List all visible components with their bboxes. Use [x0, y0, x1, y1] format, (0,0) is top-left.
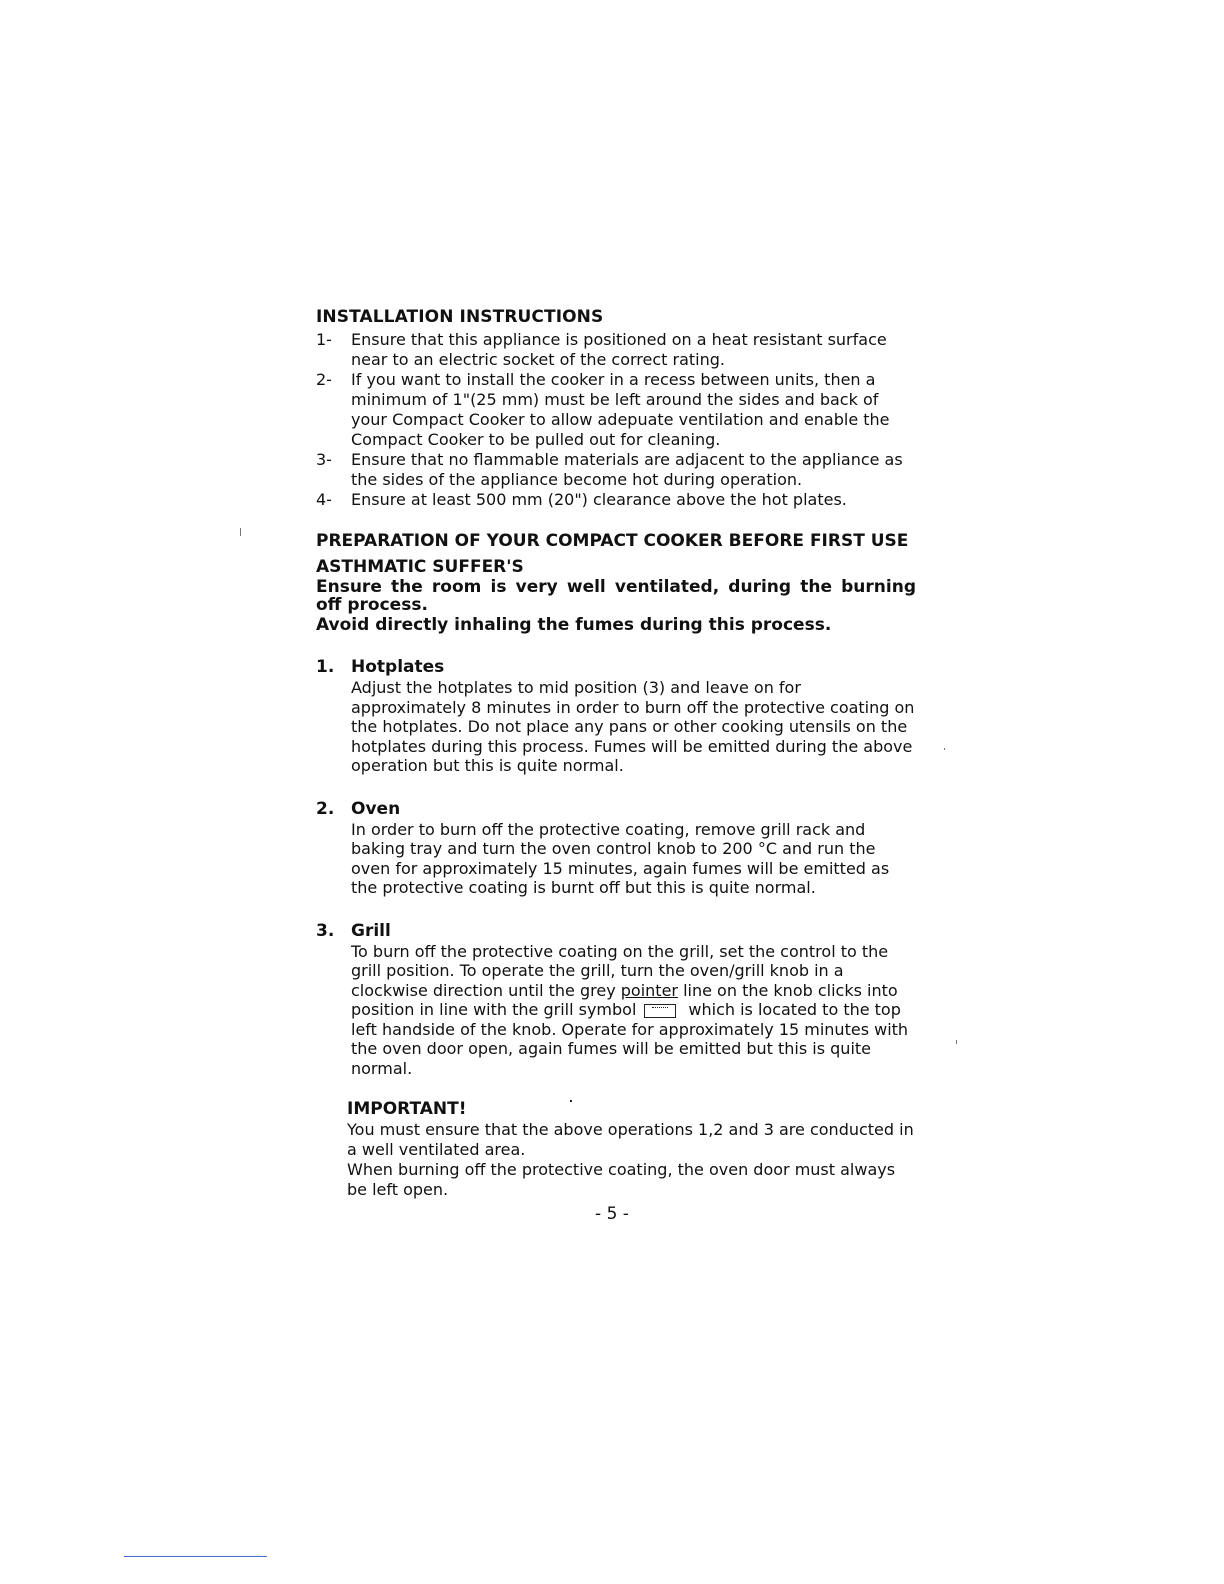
installation-title: INSTALLATION INSTRUCTIONS	[316, 307, 604, 327]
grill-symbol-icon	[644, 1004, 676, 1018]
installation-list	[316, 330, 916, 510]
page-number: - 5 -	[595, 1204, 629, 1224]
installation-item	[316, 330, 916, 370]
preparation-title: PREPARATION OF YOUR COMPACT COOKER BEFORE FIRST USE	[316, 531, 909, 551]
section-number: 1.	[316, 657, 335, 677]
section-body: Adjust the hotplates to mid position (3) and leave on for approximately 8 minutes in order to burn off the protective coating on the hotplates. Do not place any pans or other cooking utensils on the hotplates during this process. Fumes will be emitted during the above operation but this is quite normal.	[351, 678, 915, 775]
item-number: 2-	[316, 370, 332, 389]
important-note	[316, 1098, 916, 1200]
section-title: Hotplates	[351, 657, 445, 677]
asthma-title: ASTHMATIC SUFFER'S	[316, 557, 524, 577]
section-grill	[316, 920, 916, 1079]
section-body	[351, 942, 916, 1079]
grill-body-part-b: line on the knob clicks into position in line with the grill symbol	[351, 980, 898, 1019]
item-number: 4-	[316, 490, 332, 509]
section-title: Grill	[351, 920, 391, 941]
section-number: 2.	[316, 798, 335, 819]
item-number: 3-	[316, 450, 332, 469]
grill-body-part-c: which is located to the top left handside of the knob. Operate for approximately 15 minutes with the oven door open, again fumes will be emitted but this is quite normal.	[351, 1000, 909, 1078]
installation-item	[316, 370, 916, 450]
footer-rule	[124, 1556, 267, 1557]
item-text: Ensure that no flammable materials are adjacent to the appliance as the sides of the appliance become hot during operation.	[351, 450, 903, 489]
inhale-warning: Avoid directly inhaling the fumes during this process.	[316, 615, 832, 635]
item-text: If you want to install the cooker in a recess between units, then a minimum of 1"(25 mm) must be left around the sides and back of your Compact Cooker to allow adepuate ventilation and enable the Compact Cooker to be pulled out for cleaning.	[351, 370, 890, 449]
scan-speck	[240, 528, 241, 536]
important-title: IMPORTANT!	[347, 1099, 467, 1119]
ventilation-warning: Ensure the room is very well ventilated, during the burning off process.	[316, 577, 916, 615]
page-content	[316, 306, 916, 1200]
installation-item	[316, 450, 916, 490]
scan-speck	[570, 1100, 572, 1102]
grill-body-underlined: pointer	[620, 980, 678, 1000]
installation-item	[316, 490, 916, 510]
section-hotplates	[316, 656, 916, 776]
scan-speck	[944, 748, 945, 750]
scan-speck	[956, 1040, 957, 1044]
grill-body-part-a: To burn off the protective coating on the grill, set the control to the grill position. To operate the grill, turn the oven/grill knob in a clockwise direction until the grey	[351, 941, 889, 1000]
item-number: 1-	[316, 330, 332, 349]
item-text: Ensure at least 500 mm (20") clearance above the hot plates.	[351, 490, 847, 509]
item-text: Ensure that this appliance is positioned on a heat resistant surface near to an electric socket of the correct rating.	[351, 330, 887, 369]
important-line-2: When burning off the protective coating, the oven door must always be left open.	[347, 1160, 896, 1199]
section-body: In order to burn off the protective coating, remove grill rack and baking tray and turn the oven control knob to 200 °C and run the oven for approximately 15 minutes, again fumes will be emitted as the protective coating is burnt off but this is quite normal.	[351, 819, 890, 897]
important-line-1: You must ensure that the above operations 1,2 and 3 are conducted in a well ventilated area.	[347, 1120, 914, 1159]
section-oven	[316, 798, 916, 898]
section-number: 3.	[316, 920, 335, 941]
section-title: Oven	[351, 798, 401, 819]
